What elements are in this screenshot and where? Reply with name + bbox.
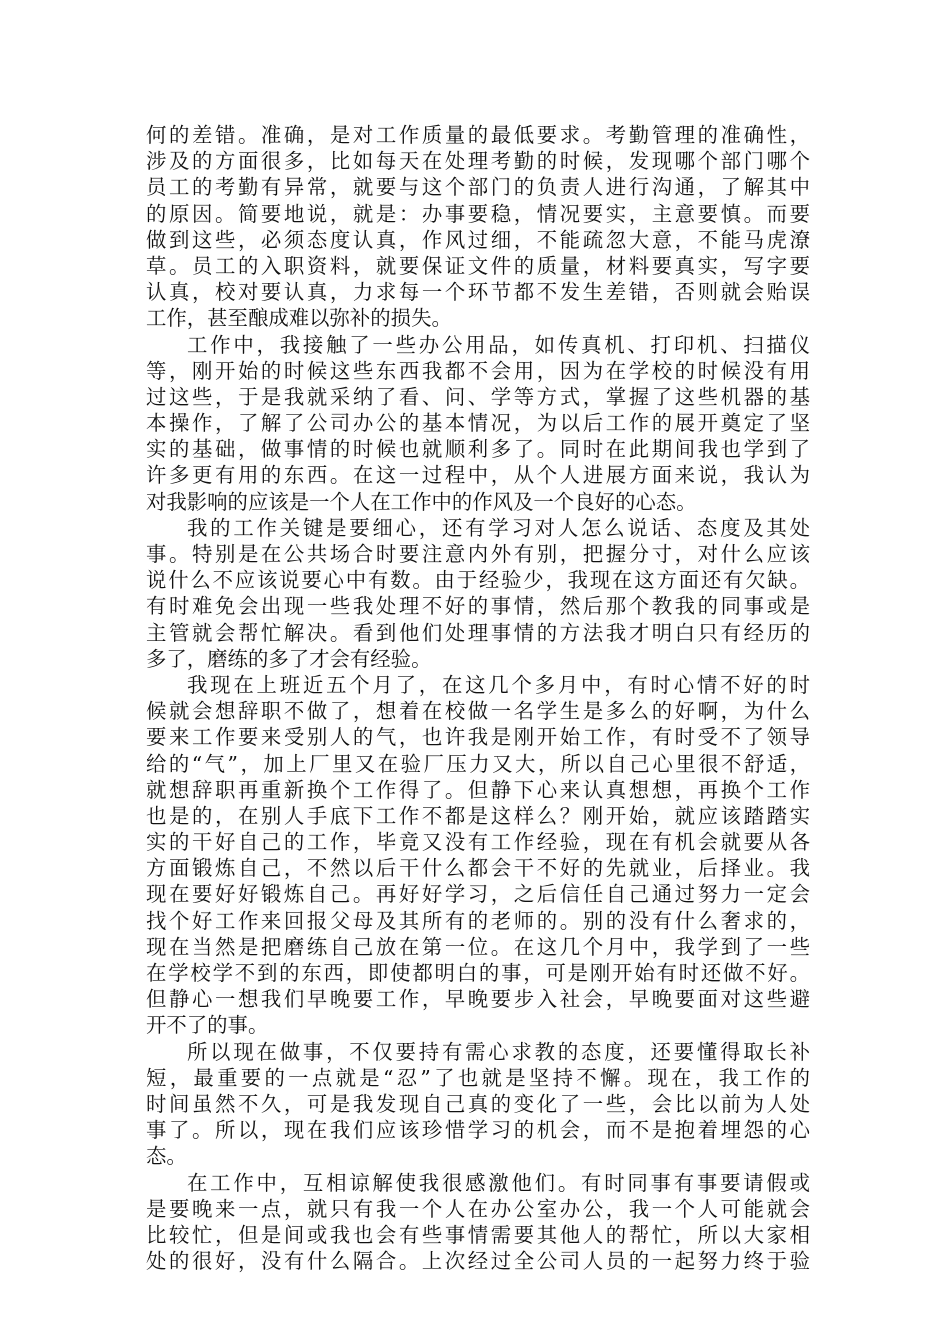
paragraph-first-line: 工作中，我接触了一些办公用品，如传真机、打印机、扫描仪 — [187, 332, 810, 357]
paragraph-first-line: 我现在上班近五个月了，在这几个多月中，有时心情不好的时 — [187, 672, 810, 697]
text-line: 方面锻炼自己，不然以后干什么都会干不好的先就业，后择业。我 — [146, 856, 810, 881]
text-line: 比较忙，但是间或我也会有些事情需要其他人的帮忙，所以大家相 — [146, 1222, 810, 1247]
text-line: 现在要好好锻炼自己。再好好学习，之后信任自己通过努力一定会 — [146, 882, 810, 907]
text-line: 找个好工作来回报父母及其所有的老师的。别的没有什么奢求的， — [146, 908, 810, 933]
text-line: 给的“气”，加上厂里又在验厂压力又大，所以自己心里很不舒适， — [146, 751, 810, 776]
text-line: 有时难免会出现一些我处理不好的事情，然后那个教我的同事或是 — [146, 594, 810, 619]
paragraph-first-line: 所以现在做事，不仅要持有需心求教的态度，还要懂得取长补 — [187, 1039, 810, 1064]
text-line: 认真，校对要认真，力求每一个环节都不发生差错，否则就会贻误 — [146, 280, 810, 305]
text-line: 许多更有用的东西。在这一过程中，从个人进展方面来说，我认为 — [146, 463, 810, 488]
text-line: 涉及的方面很多，比如每天在处理考勤的时候，发现哪个部门哪个 — [146, 149, 810, 174]
text-line: 也是的，在别人手底下工作不都是这样么？刚开始，就应该踏踏实 — [146, 803, 810, 828]
body-text — [146, 122, 810, 1274]
text-line: 在学校学不到的东西，即使都明白的事，可是刚开始有时还做不好。 — [146, 961, 810, 985]
text-line: 处的很好，没有什么隔合。上次经过全公司人员的一起努力终于验 — [146, 1249, 810, 1274]
text-line: 短，最重要的一点就是“忍”了也就是坚持不懈。现在，我工作的 — [146, 1065, 810, 1090]
text-line: 工作，甚至酿成难以弥补的损失。 — [146, 306, 452, 331]
text-line: 过这些，于是我就采纳了看、问、学等方式，掌握了这些机器的基 — [146, 384, 810, 409]
text-line: 对我影响的应该是一个人在工作中的作风及一个良好的心态。 — [146, 489, 697, 514]
text-line: 就想辞职再重新换个工作得了。但静下心来认真想想，再换个工作 — [146, 777, 810, 802]
text-line: 实的干好自己的工作，毕竟又没有工作经验，现在有机会就要从各 — [146, 830, 810, 855]
text-line: 说什么不应该说要心中有数。由于经验少，我现在这方面还有欠缺。 — [146, 568, 810, 593]
text-line: 事了。所以，现在我们应该珍惜学习的机会，而不是抱着埋怨的心 — [146, 1118, 810, 1143]
text-line: 员工的考勤有异常，就要与这个部门的负责人进行沟通，了解其中 — [146, 175, 810, 200]
paragraph-first-line: 在工作中，互相谅解使我很感激他们。有时同事有事要请假或 — [187, 1170, 810, 1195]
text-line: 的原因。简要地说，就是：办事要稳，情况要实，主意要慎。而要 — [146, 201, 810, 226]
text-line: 态。 — [146, 1144, 187, 1169]
text-line: 实的基础，做事情的时候也就顺利多了。同时在此期间我也学到了 — [146, 437, 810, 462]
text-line: 候就会想辞职不做了，想着在校做一名学生是多么的好啊，为什么 — [146, 699, 810, 724]
text-line: 何的差错。准确，是对工作质量的最低要求。考勤管理的准确性， — [146, 123, 810, 147]
text-line: 事。特别是在公共场合时要注意内外有别，把握分寸，对什么应该 — [146, 542, 810, 566]
text-line: 主管就会帮忙解决。看到他们处理事情的方法我才明白只有经历的 — [146, 620, 810, 645]
text-line: 做到这些，必须态度认真，作风过细，不能疏忽大意，不能马虎潦 — [146, 227, 810, 252]
text-line: 本操作，了解了公司办公的基本情况，为以后工作的展开奠定了坚 — [146, 411, 810, 436]
text-line: 但静心一想我们早晚要工作，早晚要步入社会，早晚要面对这些避 — [146, 987, 810, 1012]
text-line: 草。员工的入职资料，就要保证文件的质量，材料要真实，写字要 — [146, 253, 810, 278]
text-line: 等，刚开始的时候这些东西我都不会用，因为在学校的时候没有用 — [146, 358, 810, 383]
text-line: 时间虽然不久，可是我发现自己真的变化了一些，会比以前为人处 — [146, 1091, 810, 1116]
text-line: 要来工作要来受别人的气，也许我是刚开始工作，有时受不了领导 — [146, 725, 810, 750]
text-line: 是要晚来一点，就只有我一个人在办公室办公，我一个人可能就会 — [146, 1196, 810, 1221]
text-line: 多了，磨练的多了才会有经验。 — [146, 646, 432, 671]
text-line: 现在当然是把磨练自己放在第一位。在这几个月中，我学到了一些 — [146, 934, 810, 959]
text-line: 开不了的事。 — [146, 1013, 269, 1038]
paragraph-first-line: 我的工作关键是要细心，还有学习对人怎么说话、态度及其处 — [187, 515, 810, 540]
